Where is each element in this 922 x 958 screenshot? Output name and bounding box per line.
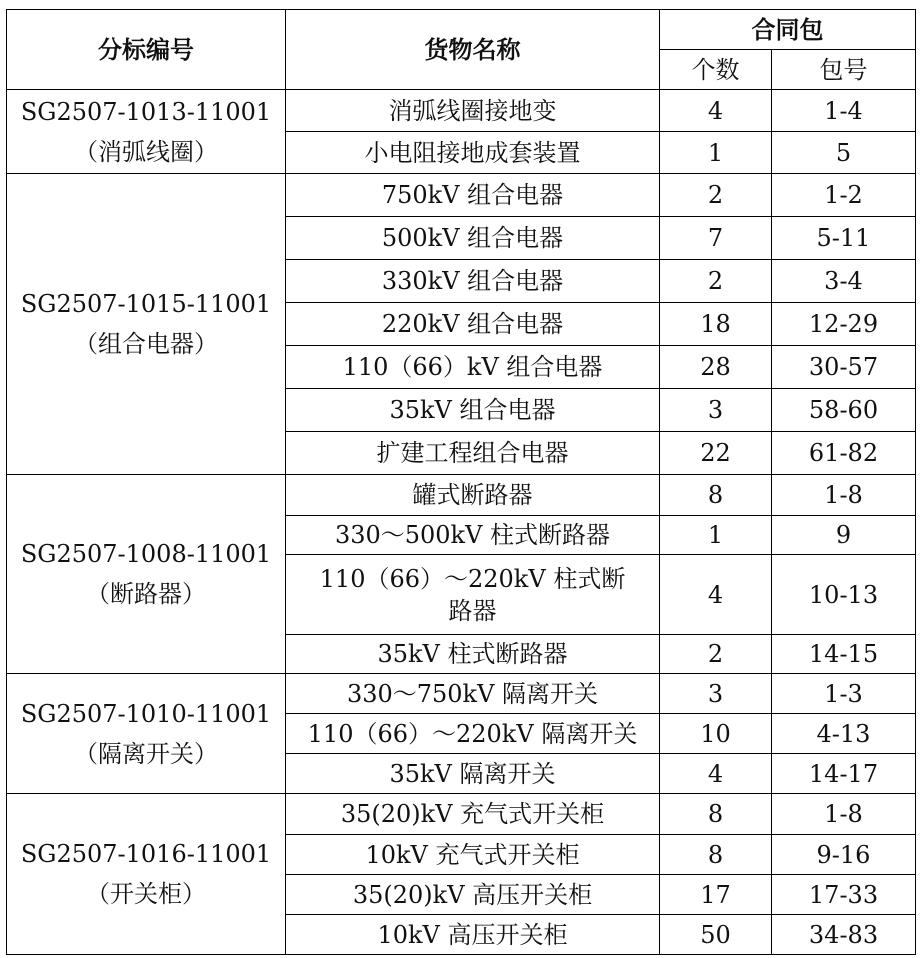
count-cell: 18 <box>660 303 772 346</box>
section-cell <box>7 90 286 174</box>
package-no-cell: 4-13 <box>772 714 916 754</box>
package-no-cell: 34-83 <box>772 915 916 955</box>
section-cell <box>7 174 286 475</box>
count-cell: 50 <box>660 915 772 955</box>
package-no-cell: 30-57 <box>772 346 916 389</box>
package-no-cell: 58-60 <box>772 389 916 432</box>
count-cell: 4 <box>660 754 772 794</box>
count-cell: 2 <box>660 635 772 674</box>
count-cell: 22 <box>660 432 772 475</box>
package-no-cell: 14-17 <box>772 754 916 794</box>
count-cell: 2 <box>660 260 772 303</box>
goods-name: 扩建工程组合电器 <box>286 432 660 475</box>
package-no-cell: 5-11 <box>772 217 916 260</box>
section-cell <box>7 674 286 794</box>
section-category: （隔离开关） <box>74 739 218 768</box>
section-code: SG2507-1010-11001 <box>20 699 272 728</box>
table-row <box>7 794 916 835</box>
count-cell: 4 <box>660 90 772 132</box>
package-no-cell: 9-16 <box>772 835 916 875</box>
count-cell: 1 <box>660 132 772 174</box>
section-code: SG2507-1008-11001 <box>20 540 272 568</box>
goods-name: 330～750kV 隔离开关 <box>286 674 660 714</box>
goods-name: 10kV 充气式开关柜 <box>286 835 660 875</box>
goods-name: 罐式断路器 <box>286 475 660 516</box>
header-count: 个数 <box>660 50 772 90</box>
section-cell <box>7 794 286 955</box>
goods-name: 500kV 组合电器 <box>286 217 660 260</box>
package-no-cell: 17-33 <box>772 875 916 915</box>
section-category: （组合电器） <box>74 330 218 358</box>
count-cell: 7 <box>660 217 772 260</box>
package-no-cell: 1-8 <box>772 475 916 516</box>
goods-name: 330kV 组合电器 <box>286 260 660 303</box>
goods-name: 消弧线圈接地变 <box>286 90 660 132</box>
goods-name: 110（66）kV 组合电器 <box>286 346 660 389</box>
count-cell: 2 <box>660 174 772 217</box>
count-cell: 8 <box>660 835 772 875</box>
section-category: （开关柜） <box>86 880 206 908</box>
goods-name: 35kV 柱式断路器 <box>286 635 660 674</box>
goods-name: 220kV 组合电器 <box>286 303 660 346</box>
count-cell: 3 <box>660 389 772 432</box>
goods-name: 10kV 高压开关柜 <box>286 915 660 955</box>
table-row <box>7 90 916 132</box>
goods-name: 35(20)kV 充气式开关柜 <box>286 794 660 835</box>
goods-name: 35kV 组合电器 <box>286 389 660 432</box>
goods-name: 35(20)kV 高压开关柜 <box>286 875 660 915</box>
package-no-cell: 10-13 <box>772 555 916 635</box>
header-contract-package: 合同包 <box>660 10 916 50</box>
package-no-cell: 1-4 <box>772 90 916 132</box>
package-no-cell: 1-2 <box>772 174 916 217</box>
goods-name: 330～500kV 柱式断路器 <box>286 516 660 555</box>
section-category: （断路器） <box>86 580 206 608</box>
count-cell: 4 <box>660 555 772 635</box>
section-code: SG2507-1013-11001 <box>20 97 272 126</box>
package-no-cell: 1-8 <box>772 794 916 835</box>
package-no-cell: 9 <box>772 516 916 555</box>
table-row <box>7 475 916 516</box>
package-no-cell: 14-15 <box>772 635 916 674</box>
goods-name: 35kV 隔离开关 <box>286 754 660 794</box>
count-cell: 3 <box>660 674 772 714</box>
count-cell: 1 <box>660 516 772 555</box>
count-cell: 8 <box>660 475 772 516</box>
section-cell <box>7 475 286 674</box>
goods-name: 750kV 组合电器 <box>286 174 660 217</box>
section-code: SG2507-1015-11001 <box>20 290 272 318</box>
header-goods-name: 货物名称 <box>286 10 660 90</box>
count-cell: 10 <box>660 714 772 754</box>
goods-name: 110（66）～220kV 隔离开关 <box>286 714 660 754</box>
package-no-cell: 12-29 <box>772 303 916 346</box>
count-cell: 17 <box>660 875 772 915</box>
package-no-cell: 61-82 <box>772 432 916 475</box>
package-no-cell: 5 <box>772 132 916 174</box>
section-code: SG2507-1016-11001 <box>20 840 272 868</box>
table-row <box>7 174 916 217</box>
header-section-no: 分标编号 <box>7 10 286 90</box>
section-category: （消弧线圈） <box>74 137 218 166</box>
package-no-cell: 3-4 <box>772 260 916 303</box>
count-cell: 28 <box>660 346 772 389</box>
contract-package-table <box>6 9 916 955</box>
goods-name: 110（66）～220kV 柱式断路器 <box>286 555 660 635</box>
header-package-no: 包号 <box>772 50 916 90</box>
count-cell: 8 <box>660 794 772 835</box>
goods-name: 小电阻接地成套装置 <box>286 132 660 174</box>
package-no-cell: 1-3 <box>772 674 916 714</box>
table-row <box>7 674 916 714</box>
